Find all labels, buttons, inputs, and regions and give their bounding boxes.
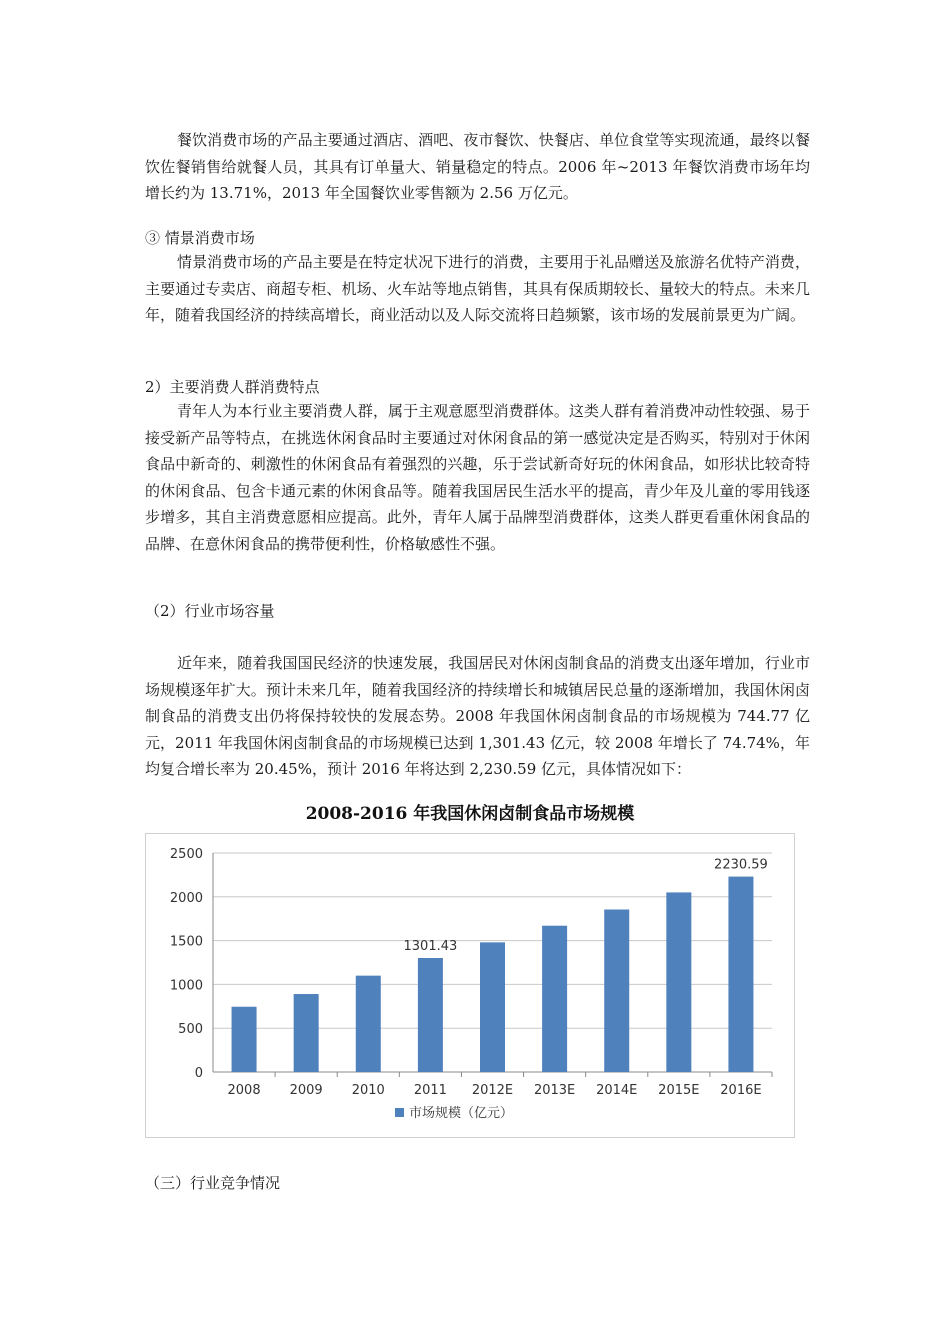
y-tick-label: 500 xyxy=(178,1022,203,1038)
data-label: 2230.59 xyxy=(714,857,768,873)
paragraph-scenario-market: 情景消费市场的产品主要是在特定状况下进行的消费，主要用于礼品赠送及旅游名优特产消费，主要通过专卖店、商超专柜、机场、火车站等地点销售，其具有保质期较长、量较大的特点。未来几年，随着我国经济的持续高增长，商业活动以及人际交流将日趋频繁，该市场的发展前景更为广阔。 xyxy=(145,253,810,324)
bar-2016E xyxy=(728,877,753,1072)
y-tick-label: 0 xyxy=(194,1066,203,1081)
heading-scenario-market: ③ 情景消费市场 xyxy=(145,229,255,247)
x-tick-label: 2014E xyxy=(596,1083,638,1098)
x-tick-label: 2016E xyxy=(720,1083,762,1098)
paragraph-market-capacity: 近年来，随着我国国民经济的快速发展，我国居民对休闲卤制食品的消费支出逐年增加，行业市场规模逐年扩大。预计未来几年，随着我国经济的持续增长和城镇居民总量的逐渐增加，我国休闲卤制食品的消费支出仍将保持较快的发展态势。2008 年我国休闲卤制食品的市场规模为 744.77 亿元，2011 年我国休闲卤制食品的市场规模已达到 1,301.43 亿元，较 2008 年增长了 74.74%，年均复合增长率为 20.45%，预计 2016 年将达到 2,230.59 亿元，具体情况如下： xyxy=(145,654,810,778)
x-tick-label: 2015E xyxy=(658,1083,700,1098)
bar-2015E xyxy=(666,892,691,1072)
x-tick-label: 2011 xyxy=(413,1083,447,1098)
bar-2012E xyxy=(480,942,505,1072)
y-tick-label: 2000 xyxy=(169,890,203,906)
chart-title: 2008-2016 年我国休闲卤制食品市场规模 xyxy=(305,804,635,824)
x-tick-label: 2010 xyxy=(351,1083,385,1098)
bar-2010 xyxy=(356,976,381,1072)
x-tick-label: 2013E xyxy=(533,1083,576,1098)
legend-swatch xyxy=(395,1108,404,1117)
bar-2014E xyxy=(604,910,629,1072)
paragraph-consumer-groups: 青年人为本行业主要消费人群，属于主观意愿型消费群体。这类人群有着消费冲动性较强、易于接受新产品等特点，在挑选休闲食品时主要通过对休闲食品的第一感觉决定是否购买，特别对于休闲食品中新奇的、刺激性的休闲食品有着强烈的兴趣，乐于尝试新奇好玩的休闲食品，如形状比较奇特的休闲食品、包含卡通元素的休闲食品等。随着我国居民生活水平的提高，青少年及儿童的零用钱逐步增多，其自主消费意愿相应提高。此外，青年人属于品牌型消费群体，这类人群更看重休闲食品的品牌、在意休闲食品的携带便利性，价格敏感性不强。 xyxy=(145,402,810,553)
x-tick-label: 2012E xyxy=(471,1083,514,1098)
x-tick-label: 2008 xyxy=(227,1083,261,1098)
legend-label: 市场规模（亿元） xyxy=(409,1106,514,1121)
x-tick-label: 2009 xyxy=(289,1083,323,1098)
chart-canvas xyxy=(145,795,795,1140)
heading-consumer-groups: 2）主要消费人群消费特点 xyxy=(145,378,320,396)
bar-2011 xyxy=(418,958,443,1072)
heading-market-capacity: （2）行业市场容量 xyxy=(145,602,275,620)
paragraph-catering-market: 餐饮消费市场的产品主要通过酒店、酒吧、夜市餐饮、快餐店、单位食堂等实现流通，最终以餐饮佐餐销售给就餐人员，其具有订单量大、销量稳定的特点。2006 年~2013 年餐饮消费市场年均增长约为 13.71%，2013 年全国餐饮业零售额为 2.56 万亿元。 xyxy=(145,131,810,202)
y-tick-label: 2500 xyxy=(169,847,203,862)
heading-competition: （三）行业竞争情况 xyxy=(145,1174,281,1192)
y-tick-label: 1500 xyxy=(169,934,203,950)
market-size-chart xyxy=(145,795,795,1140)
bar-2008 xyxy=(232,1007,257,1072)
bar-2013E xyxy=(542,926,567,1072)
data-label: 1301.43 xyxy=(403,938,458,954)
bar-2009 xyxy=(294,994,319,1072)
y-tick-label: 1000 xyxy=(169,978,203,994)
